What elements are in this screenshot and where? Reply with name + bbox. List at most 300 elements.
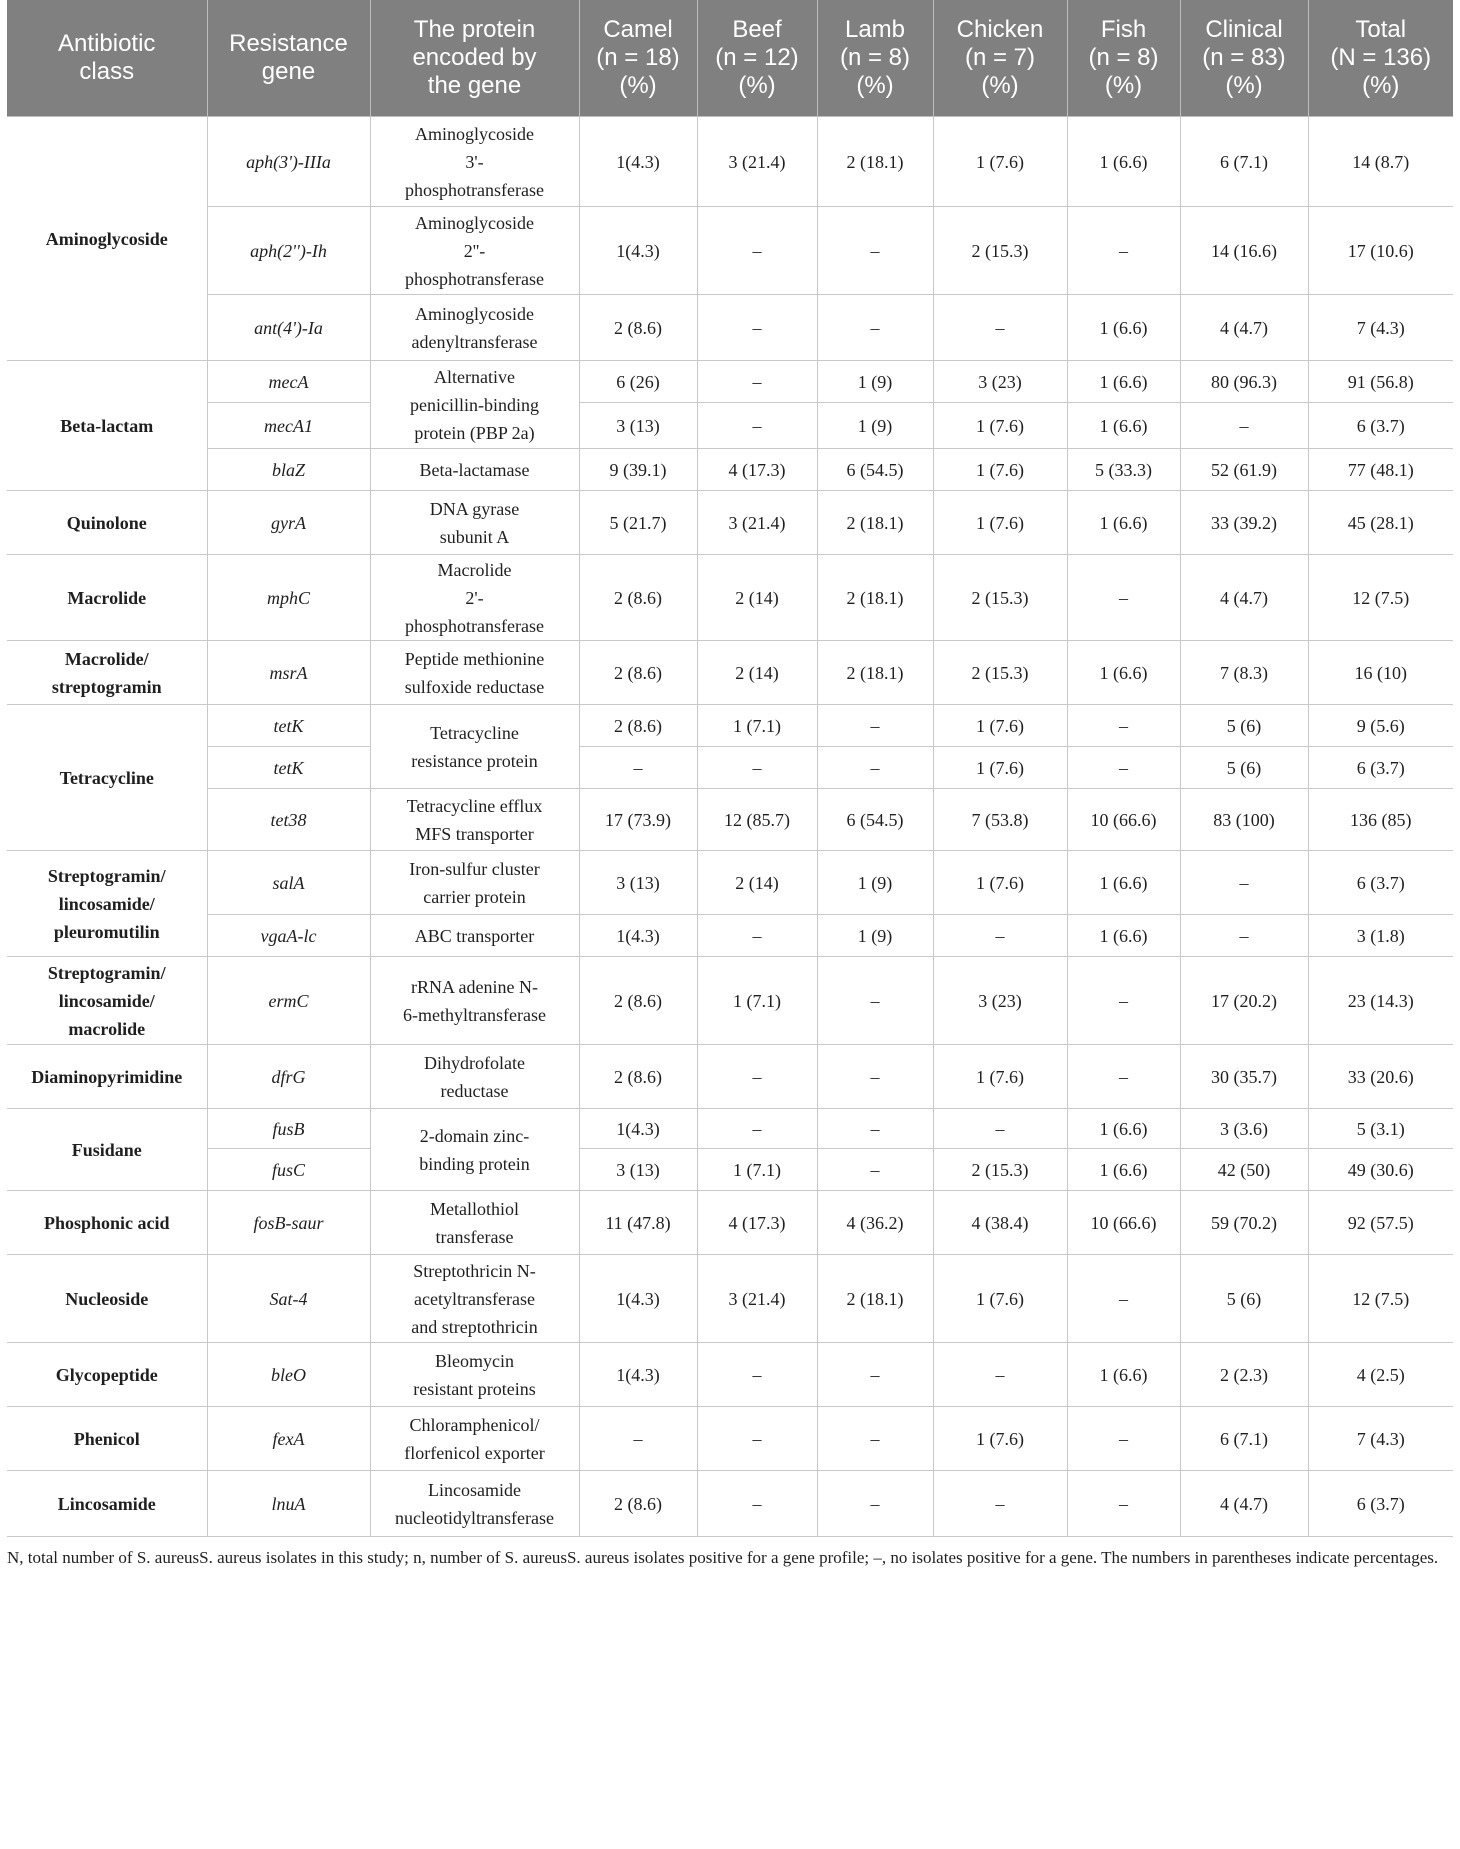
protein-line: protein (PBP 2a) xyxy=(414,422,535,443)
clinical-value-cell: 4 (4.7) xyxy=(1180,1471,1308,1537)
protein-cell xyxy=(370,1407,579,1471)
antibiotic-class-cell xyxy=(7,555,207,641)
header-line: (N = 136) xyxy=(1330,44,1432,71)
clinical-value-cell: 4 (4.7) xyxy=(1180,555,1308,641)
protein-line: binding protein xyxy=(419,1153,530,1174)
header-line: (n = 8) xyxy=(839,44,911,71)
protein-cell xyxy=(370,491,579,555)
lamb-value-cell: – xyxy=(817,295,933,361)
chicken-value-cell: 3 (23) xyxy=(933,957,1067,1045)
antibiotic-class-cell xyxy=(7,1471,207,1537)
lamb-value-cell: 2 (18.1) xyxy=(817,491,933,555)
protein-line: Lincosamide xyxy=(428,1479,521,1500)
header-line: Chicken xyxy=(956,16,1044,43)
fish-value-cell: – xyxy=(1067,555,1180,641)
protein-line: acetyltransferase xyxy=(414,1288,535,1309)
class-line: Tetracycline xyxy=(59,767,154,788)
header-clinical xyxy=(1180,0,1308,117)
antibiotic-class-cell xyxy=(7,1109,207,1191)
chicken-value-cell: 3 (23) xyxy=(933,361,1067,403)
camel-value-cell: 2 (8.6) xyxy=(579,555,697,641)
total-value-cell: 12 (7.5) xyxy=(1308,1255,1453,1343)
total-value-cell: 92 (57.5) xyxy=(1308,1191,1453,1255)
clinical-value-cell: 17 (20.2) xyxy=(1180,957,1308,1045)
lamb-value-cell: 1 (9) xyxy=(817,403,933,449)
lamb-value-cell: – xyxy=(817,957,933,1045)
camel-value-cell: 11 (47.8) xyxy=(579,1191,697,1255)
resistance-gene-cell: aph(2'')-Ih xyxy=(207,207,370,295)
header-line: Resistance xyxy=(229,30,348,57)
class-line: Fusidane xyxy=(71,1139,142,1160)
protein-line: penicillin-binding xyxy=(410,394,539,415)
clinical-value-cell: 83 (100) xyxy=(1180,789,1308,851)
header-line: (n = 7) xyxy=(964,44,1036,71)
clinical-value-cell: 14 (16.6) xyxy=(1180,207,1308,295)
table-row xyxy=(7,207,1453,295)
camel-value-cell: – xyxy=(579,747,697,789)
header-line: (%) xyxy=(1104,72,1143,99)
table-row xyxy=(7,1191,1453,1255)
class-line: pleuromutilin xyxy=(53,921,160,942)
chicken-value-cell: 2 (15.3) xyxy=(933,555,1067,641)
header-row xyxy=(7,0,1453,117)
resistance-gene-cell: ermC xyxy=(207,957,370,1045)
header-line: the gene xyxy=(427,72,522,99)
protein-line: MFS transporter xyxy=(415,823,534,844)
lamb-value-cell: – xyxy=(817,747,933,789)
resistance-gene-cell: fexA xyxy=(207,1407,370,1471)
class-line: Macrolide xyxy=(67,587,147,608)
table-footnote: N, total number of S. aureusS. aureus isolates in this study; n, number of S. aureusS. aureus isolates positive for a gene profile; –, no isolates positive for a gene. The numbers in parentheses indicate percentages. xyxy=(7,1548,1439,1567)
protein-cell xyxy=(370,555,579,641)
beef-value-cell: – xyxy=(697,207,817,295)
protein-cell xyxy=(370,957,579,1045)
header-line: Camel xyxy=(603,16,673,43)
protein-line: Macrolide xyxy=(437,559,512,580)
protein-line: carrier protein xyxy=(423,886,526,907)
total-value-cell: 77 (48.1) xyxy=(1308,449,1453,491)
fish-value-cell: 1 (6.6) xyxy=(1067,361,1180,403)
antibiotic-class-cell xyxy=(7,1255,207,1343)
header-beef xyxy=(697,0,817,117)
clinical-value-cell: 4 (4.7) xyxy=(1180,295,1308,361)
table-row xyxy=(7,747,1453,789)
header-camel xyxy=(579,0,697,117)
total-value-cell: 49 (30.6) xyxy=(1308,1149,1453,1191)
camel-value-cell: 2 (8.6) xyxy=(579,295,697,361)
clinical-value-cell: – xyxy=(1180,403,1308,449)
clinical-value-cell: – xyxy=(1180,915,1308,957)
header-line: Antibiotic xyxy=(58,30,156,57)
protein-line: Chloramphenicol/ xyxy=(409,1414,540,1435)
protein-line: adenyltransferase xyxy=(411,331,538,352)
lamb-value-cell: 1 (9) xyxy=(817,915,933,957)
header-protein xyxy=(370,0,579,117)
fish-value-cell: – xyxy=(1067,1045,1180,1109)
class-line: lincosamide/ xyxy=(58,893,155,914)
chicken-value-cell: – xyxy=(933,1343,1067,1407)
camel-value-cell: 3 (13) xyxy=(579,1149,697,1191)
protein-line: Streptothricin N- xyxy=(413,1260,536,1281)
resistance-gene-cell: mecA xyxy=(207,361,370,403)
protein-line: Alternative xyxy=(434,366,515,387)
document-container xyxy=(7,0,1455,1571)
resistance-gene-cell: salA xyxy=(207,851,370,915)
camel-value-cell: 1(4.3) xyxy=(579,207,697,295)
fish-value-cell: – xyxy=(1067,747,1180,789)
total-value-cell: 14 (8.7) xyxy=(1308,117,1453,207)
antibiotic-class-cell xyxy=(7,1407,207,1471)
camel-value-cell: 1(4.3) xyxy=(579,1109,697,1149)
resistance-gene-cell: msrA xyxy=(207,641,370,705)
resistance-gene-cell: blaZ xyxy=(207,449,370,491)
protein-line: phosphotransferase xyxy=(405,179,544,200)
table-row xyxy=(7,851,1453,915)
table-row xyxy=(7,1471,1453,1537)
protein-line: Dihydrofolate xyxy=(424,1052,525,1073)
total-value-cell: 3 (1.8) xyxy=(1308,915,1453,957)
protein-cell xyxy=(370,1255,579,1343)
table-row xyxy=(7,641,1453,705)
camel-value-cell: 2 (8.6) xyxy=(579,957,697,1045)
resistance-gene-cell: aph(3')-IIIa xyxy=(207,117,370,207)
fish-value-cell: 1 (6.6) xyxy=(1067,1109,1180,1149)
beef-value-cell: 1 (7.1) xyxy=(697,957,817,1045)
beef-value-cell: 4 (17.3) xyxy=(697,1191,817,1255)
lamb-value-cell: 6 (54.5) xyxy=(817,449,933,491)
protein-cell xyxy=(370,789,579,851)
lamb-value-cell: 1 (9) xyxy=(817,851,933,915)
antibiotic-class-cell xyxy=(7,641,207,705)
beef-value-cell: 12 (85.7) xyxy=(697,789,817,851)
beef-value-cell: – xyxy=(697,747,817,789)
protein-line: reductase xyxy=(440,1080,509,1101)
beef-value-cell: 4 (17.3) xyxy=(697,449,817,491)
header-line: Fish xyxy=(1100,16,1147,43)
clinical-value-cell: 5 (6) xyxy=(1180,747,1308,789)
header-chicken xyxy=(933,0,1067,117)
table-row xyxy=(7,1149,1453,1191)
table-row xyxy=(7,403,1453,449)
header-total xyxy=(1308,0,1453,117)
beef-value-cell: 3 (21.4) xyxy=(697,1255,817,1343)
total-value-cell: 7 (4.3) xyxy=(1308,1407,1453,1471)
table-row xyxy=(7,295,1453,361)
chicken-value-cell: 2 (15.3) xyxy=(933,207,1067,295)
header-line: (n = 12) xyxy=(715,44,799,71)
total-value-cell: 7 (4.3) xyxy=(1308,295,1453,361)
chicken-value-cell: 1 (7.6) xyxy=(933,1045,1067,1109)
antibiotic-class-cell xyxy=(7,117,207,361)
protein-cell xyxy=(370,361,579,449)
protein-line: nucleotidyltransferase xyxy=(395,1507,554,1528)
class-line: Streptogramin/ xyxy=(47,865,166,886)
header-line: Total xyxy=(1355,16,1407,43)
camel-value-cell: – xyxy=(579,1407,697,1471)
class-line: Macrolide/ xyxy=(64,648,149,669)
protein-line: Metallothiol xyxy=(430,1198,519,1219)
chicken-value-cell: 4 (38.4) xyxy=(933,1191,1067,1255)
lamb-value-cell: – xyxy=(817,705,933,747)
fish-value-cell: 1 (6.6) xyxy=(1067,851,1180,915)
beef-value-cell: 2 (14) xyxy=(697,851,817,915)
header-fish xyxy=(1067,0,1180,117)
chicken-value-cell: 1 (7.6) xyxy=(933,1255,1067,1343)
class-line: streptogramin xyxy=(51,676,162,697)
camel-value-cell: 2 (8.6) xyxy=(579,641,697,705)
lamb-value-cell: – xyxy=(817,1109,933,1149)
fish-value-cell: 1 (6.6) xyxy=(1067,117,1180,207)
header-line: Clinical xyxy=(1205,16,1283,43)
resistance-gene-cell: tet38 xyxy=(207,789,370,851)
lamb-value-cell: 2 (18.1) xyxy=(817,555,933,641)
fish-value-cell: – xyxy=(1067,207,1180,295)
fish-value-cell: 1 (6.6) xyxy=(1067,295,1180,361)
chicken-value-cell: 1 (7.6) xyxy=(933,705,1067,747)
protein-line: resistance protein xyxy=(411,750,538,771)
camel-value-cell: 1(4.3) xyxy=(579,915,697,957)
camel-value-cell: 6 (26) xyxy=(579,361,697,403)
class-line: lincosamide/ xyxy=(58,990,155,1011)
header-line: The protein xyxy=(413,16,536,43)
protein-line: Bleomycin xyxy=(435,1350,514,1371)
beef-value-cell: – xyxy=(697,1471,817,1537)
chicken-value-cell: 2 (15.3) xyxy=(933,641,1067,705)
protein-line: phosphotransferase xyxy=(405,268,544,289)
table-row xyxy=(7,705,1453,747)
lamb-value-cell: 1 (9) xyxy=(817,361,933,403)
beef-value-cell: – xyxy=(697,1407,817,1471)
antibiotic-class-cell xyxy=(7,491,207,555)
protein-line: 2'- xyxy=(465,587,484,608)
chicken-value-cell: 1 (7.6) xyxy=(933,117,1067,207)
fish-value-cell: 1 (6.6) xyxy=(1067,491,1180,555)
total-value-cell: 136 (85) xyxy=(1308,789,1453,851)
fish-value-cell: 1 (6.6) xyxy=(1067,403,1180,449)
protein-cell xyxy=(370,295,579,361)
fish-value-cell: – xyxy=(1067,1255,1180,1343)
protein-cell xyxy=(370,1343,579,1407)
camel-value-cell: 17 (73.9) xyxy=(579,789,697,851)
clinical-value-cell: 5 (6) xyxy=(1180,1255,1308,1343)
total-value-cell: 6 (3.7) xyxy=(1308,403,1453,449)
header-line: (n = 18) xyxy=(596,44,680,71)
total-value-cell: 6 (3.7) xyxy=(1308,851,1453,915)
protein-cell xyxy=(370,1045,579,1109)
camel-value-cell: 2 (8.6) xyxy=(579,1471,697,1537)
class-line: Aminoglycoside xyxy=(45,228,168,249)
camel-value-cell: 3 (13) xyxy=(579,403,697,449)
resistance-gene-cell: fusC xyxy=(207,1149,370,1191)
lamb-value-cell: – xyxy=(817,1471,933,1537)
beef-value-cell: – xyxy=(697,915,817,957)
beef-value-cell: 1 (7.1) xyxy=(697,705,817,747)
chicken-value-cell: 1 (7.6) xyxy=(933,1407,1067,1471)
protein-line: Aminoglycoside xyxy=(415,303,534,324)
header-line: (%) xyxy=(981,72,1019,99)
chicken-value-cell: – xyxy=(933,1471,1067,1537)
resistance-gene-cell: mecA1 xyxy=(207,403,370,449)
chicken-value-cell: 1 (7.6) xyxy=(933,747,1067,789)
clinical-value-cell: 42 (50) xyxy=(1180,1149,1308,1191)
chicken-value-cell: 2 (15.3) xyxy=(933,1149,1067,1191)
class-line: Quinolone xyxy=(66,512,147,533)
lamb-value-cell: 6 (54.5) xyxy=(817,789,933,851)
resistance-gene-cell: mphC xyxy=(207,555,370,641)
resistance-gene-cell: tetK xyxy=(207,705,370,747)
camel-value-cell: 1(4.3) xyxy=(579,1343,697,1407)
total-value-cell: 45 (28.1) xyxy=(1308,491,1453,555)
clinical-value-cell: 30 (35.7) xyxy=(1180,1045,1308,1109)
camel-value-cell: 1(4.3) xyxy=(579,1255,697,1343)
protein-cell xyxy=(370,705,579,789)
header-line: (n = 83) xyxy=(1202,44,1286,71)
camel-value-cell: 9 (39.1) xyxy=(579,449,697,491)
fish-value-cell: 1 (6.6) xyxy=(1067,915,1180,957)
header-line: (%) xyxy=(1225,72,1263,99)
fish-value-cell: – xyxy=(1067,705,1180,747)
chicken-value-cell: 7 (53.8) xyxy=(933,789,1067,851)
header-resistance-gene xyxy=(207,0,370,117)
fish-value-cell: 10 (66.6) xyxy=(1067,1191,1180,1255)
total-value-cell: 9 (5.6) xyxy=(1308,705,1453,747)
protein-line: sulfoxide reductase xyxy=(404,676,545,697)
chicken-value-cell: 1 (7.6) xyxy=(933,403,1067,449)
clinical-value-cell: 5 (6) xyxy=(1180,705,1308,747)
camel-value-cell: 2 (8.6) xyxy=(579,1045,697,1109)
clinical-value-cell: 80 (96.3) xyxy=(1180,361,1308,403)
resistance-gene-table xyxy=(7,0,1453,1537)
class-line: Streptogramin/ xyxy=(47,962,166,983)
table-row xyxy=(7,361,1453,403)
header-line: (%) xyxy=(1362,72,1400,99)
resistance-gene-cell: lnuA xyxy=(207,1471,370,1537)
antibiotic-class-cell xyxy=(7,851,207,957)
resistance-gene-cell: tetK xyxy=(207,747,370,789)
fish-value-cell: – xyxy=(1067,957,1180,1045)
protein-line: 2-domain zinc- xyxy=(419,1125,530,1146)
beef-value-cell: – xyxy=(697,403,817,449)
protein-line: Aminoglycoside xyxy=(415,123,534,144)
resistance-gene-cell: vgaA-lc xyxy=(207,915,370,957)
fish-value-cell: 1 (6.6) xyxy=(1067,1149,1180,1191)
header-line: encoded by xyxy=(412,44,537,71)
antibiotic-class-cell xyxy=(7,705,207,851)
lamb-value-cell: – xyxy=(817,1045,933,1109)
clinical-value-cell: 7 (8.3) xyxy=(1180,641,1308,705)
fish-value-cell: 5 (33.3) xyxy=(1067,449,1180,491)
total-value-cell: 17 (10.6) xyxy=(1308,207,1453,295)
table-row xyxy=(7,449,1453,491)
beef-value-cell: 1 (7.1) xyxy=(697,1149,817,1191)
resistance-gene-cell: fosB-saur xyxy=(207,1191,370,1255)
class-line: macrolide xyxy=(68,1018,146,1039)
total-value-cell: 6 (3.7) xyxy=(1308,747,1453,789)
camel-value-cell: 2 (8.6) xyxy=(579,705,697,747)
fish-value-cell: 10 (66.6) xyxy=(1067,789,1180,851)
table-row xyxy=(7,1045,1453,1109)
protein-cell xyxy=(370,117,579,207)
protein-cell xyxy=(370,1109,579,1191)
total-value-cell: 91 (56.8) xyxy=(1308,361,1453,403)
protein-cell xyxy=(370,1471,579,1537)
fish-value-cell: 1 (6.6) xyxy=(1067,641,1180,705)
protein-line: subunit A xyxy=(439,526,510,547)
protein-cell xyxy=(370,641,579,705)
table-row xyxy=(7,1255,1453,1343)
class-line: Lincosamide xyxy=(57,1493,156,1514)
class-line: Glycopeptide xyxy=(55,1364,158,1385)
header-line: Lamb xyxy=(844,16,906,43)
table-row xyxy=(7,117,1453,207)
header-line: class xyxy=(79,58,135,85)
clinical-value-cell: – xyxy=(1180,851,1308,915)
table-row xyxy=(7,957,1453,1045)
lamb-value-cell: – xyxy=(817,1149,933,1191)
total-value-cell: 12 (7.5) xyxy=(1308,555,1453,641)
total-value-cell: 23 (14.3) xyxy=(1308,957,1453,1045)
table-row xyxy=(7,1109,1453,1149)
table-row xyxy=(7,789,1453,851)
lamb-value-cell: – xyxy=(817,1407,933,1471)
resistance-gene-cell: dfrG xyxy=(207,1045,370,1109)
protein-line: Iron-sulfur cluster xyxy=(409,858,540,879)
resistance-gene-cell: fusB xyxy=(207,1109,370,1149)
total-value-cell: 5 (3.1) xyxy=(1308,1109,1453,1149)
protein-line: phosphotransferase xyxy=(405,615,544,636)
clinical-value-cell: 33 (39.2) xyxy=(1180,491,1308,555)
protein-line: Aminoglycoside xyxy=(415,212,534,233)
protein-line: transferase xyxy=(435,1226,514,1247)
table-row xyxy=(7,1407,1453,1471)
beef-value-cell: 3 (21.4) xyxy=(697,117,817,207)
table-row xyxy=(7,555,1453,641)
chicken-value-cell: – xyxy=(933,1109,1067,1149)
protein-cell xyxy=(370,915,579,957)
protein-line: resistant proteins xyxy=(413,1378,536,1399)
antibiotic-class-cell xyxy=(7,1045,207,1109)
table-row xyxy=(7,915,1453,957)
header-lamb xyxy=(817,0,933,117)
table-row xyxy=(7,491,1453,555)
antibiotic-class-cell xyxy=(7,957,207,1045)
class-line: Phosphonic acid xyxy=(43,1212,170,1233)
header-line: (%) xyxy=(856,72,894,99)
fish-value-cell: – xyxy=(1067,1471,1180,1537)
resistance-gene-cell: Sat-4 xyxy=(207,1255,370,1343)
chicken-value-cell: 1 (7.6) xyxy=(933,449,1067,491)
header-line: gene xyxy=(261,58,316,85)
antibiotic-class-cell xyxy=(7,1191,207,1255)
beef-value-cell: – xyxy=(697,1109,817,1149)
resistance-gene-cell: ant(4')-Ia xyxy=(207,295,370,361)
beef-value-cell: – xyxy=(697,1343,817,1407)
lamb-value-cell: 2 (18.1) xyxy=(817,117,933,207)
class-line: Diaminopyrimidine xyxy=(31,1066,183,1087)
chicken-value-cell: – xyxy=(933,295,1067,361)
total-value-cell: 16 (10) xyxy=(1308,641,1453,705)
lamb-value-cell: 2 (18.1) xyxy=(817,1255,933,1343)
header-line: (%) xyxy=(738,72,776,99)
clinical-value-cell: 6 (7.1) xyxy=(1180,117,1308,207)
resistance-gene-cell: gyrA xyxy=(207,491,370,555)
beef-value-cell: 2 (14) xyxy=(697,555,817,641)
camel-value-cell: 5 (21.7) xyxy=(579,491,697,555)
clinical-value-cell: 6 (7.1) xyxy=(1180,1407,1308,1471)
protein-line: florfenicol exporter xyxy=(404,1442,545,1463)
lamb-value-cell: 2 (18.1) xyxy=(817,641,933,705)
protein-line: Tetracycline xyxy=(430,722,519,743)
